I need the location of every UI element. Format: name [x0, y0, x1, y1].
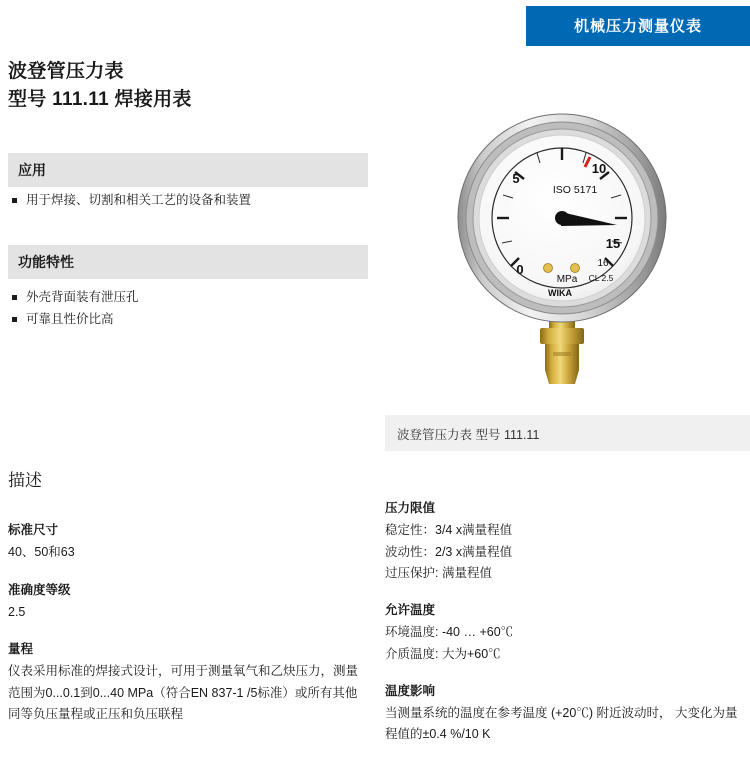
svg-text:CL 2.5: CL 2.5	[588, 273, 614, 283]
features-list	[10, 287, 380, 331]
spec-line: 介质温度: 大为+60℃	[385, 646, 501, 661]
spec-line: 当测量系统的温度在参考温度 (+20℃) 附近波动时， 大变化为量程值的±0.4 %/10 K	[385, 706, 738, 742]
pressure-gauge-image	[385, 100, 745, 410]
spec-block-accuracy	[8, 580, 368, 624]
spec-text: 40、50和63	[8, 545, 75, 560]
svg-text:5: 5	[512, 171, 520, 186]
spec-heading: 标准尺寸	[8, 523, 59, 537]
page-title-line2: 型号 111.11 焊接用表	[8, 88, 192, 110]
category-badge: 机械压力测量仪表	[526, 6, 750, 46]
product-figure	[385, 100, 745, 410]
list-item: 用于焊接、切割和相关工艺的设备和装置	[10, 190, 380, 212]
spec-heading: 量程	[8, 642, 34, 656]
spec-text: 仪表采用标准的焊接式设计，可用于测量氧气和乙炔压力，测量范围为0...0.1到0...40 MPa（符合EN 837-1 /5标准）或所有其他同等负压量程或正压和负压联程	[8, 664, 359, 721]
spec-heading: 压力限值	[385, 501, 436, 515]
spec-block-pressure-limits	[385, 498, 745, 584]
description-heading: 描述	[8, 471, 42, 490]
page-title-line1: 波登管压力表	[8, 61, 124, 82]
page-title	[8, 58, 192, 113]
section-heading-application: 应用	[8, 153, 368, 187]
figure-caption: 波登管压力表 型号 111.11	[385, 415, 750, 451]
svg-text:10: 10	[591, 161, 607, 176]
spec-block-temperature	[385, 600, 745, 665]
spec-text: 2.5	[8, 604, 26, 619]
list-item: 可靠且性价比高	[10, 309, 380, 331]
svg-text:16: 16	[597, 258, 609, 269]
spec-block-temperature-effect	[385, 681, 745, 746]
spec-line: 波动性：2/3 x满量程值	[385, 544, 513, 559]
section-heading-features: 功能特性	[8, 245, 368, 279]
svg-text:WIKA: WIKA	[548, 288, 572, 298]
svg-text:ISO 5171: ISO 5171	[552, 184, 598, 196]
svg-text:0: 0	[516, 262, 524, 277]
spec-heading: 准确度等级	[8, 582, 71, 597]
spec-line: 过压保护: 满量程值	[385, 565, 492, 580]
spec-line: 环境温度: -40 … +60℃	[385, 625, 514, 640]
description-right-column	[385, 498, 745, 762]
spec-heading: 允许温度	[385, 603, 436, 617]
spec-line: 稳定性：3/4 x满量程值	[385, 523, 513, 538]
spec-block-range	[8, 639, 368, 725]
list-item: 外壳背面装有泄压孔	[10, 287, 380, 309]
application-list	[10, 190, 380, 212]
description-left-column	[8, 520, 368, 741]
spec-block-size	[8, 520, 368, 564]
spec-heading: 温度影响	[385, 683, 436, 698]
svg-text:MPa: MPa	[556, 274, 578, 285]
svg-text:15: 15	[605, 236, 621, 251]
